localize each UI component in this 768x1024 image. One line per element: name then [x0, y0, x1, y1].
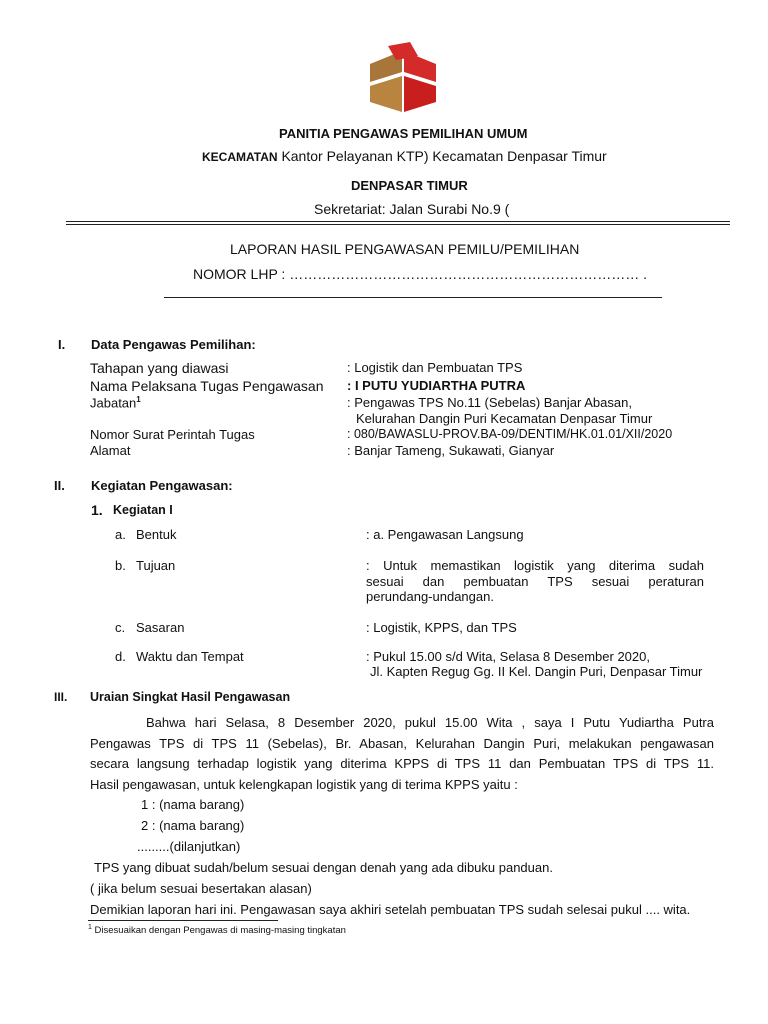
item-label: Tujuan [136, 558, 176, 573]
secretariat: Sekretariat: Jalan Surabi No.9 ( [314, 201, 510, 217]
tps-line: TPS yang dibuat sudah/belum sesuai dengan denah yang ada dibuku panduan. [94, 860, 553, 875]
footnote-text: Disesuaikan dengan Pengawas di masing-masing tingkatan [94, 925, 346, 937]
row-value-cont: Kelurahan Dangin Puri Kecamatan Denpasar Timur [356, 411, 653, 426]
item-letter: d. [115, 649, 126, 664]
sub-heading: Kegiatan I [113, 503, 173, 517]
item-value-line: sesuai dan pembuatan TPS sesuai peraturan [366, 573, 704, 589]
section2-heading: Kegiatan Pengawasan: [91, 478, 233, 493]
item-letter: a. [115, 527, 126, 542]
footnote [88, 924, 346, 936]
item-label: Bentuk [136, 527, 177, 542]
report-title: LAPORAN HASIL PENGAWASAN PEMILU/PEMILIHAN [230, 241, 580, 257]
list-item: .........(dilanjutkan) [137, 839, 241, 854]
alasan-line: ( jika belum sesuai besertakan alasan) [90, 881, 312, 896]
item-value: : a. Pengawasan Langsung [366, 527, 524, 542]
item-value-line: : Untuk memastikan logistik yang diterima sudah [366, 558, 704, 573]
footnote-divider [88, 920, 278, 921]
row-value: : I PUTU YUDIARTHA PUTRA [347, 378, 526, 393]
org-title: PANITIA PENGAWAS PEMILIHAN UMUM [279, 126, 528, 141]
item-letter: c. [115, 620, 126, 635]
section3-paragraph [90, 713, 714, 775]
hasil-line: Hasil pengawasan, untuk kelengkapan logistik yang di terima KPPS yaitu : [90, 777, 518, 792]
item-value-block [366, 558, 704, 605]
city-title: DENPASAR TIMUR [351, 178, 468, 193]
para-line: Bahwa hari Selasa, 8 Desember 2020, pukul 15.00 Wita , saya I Putu Yudiartha Putra [146, 715, 714, 730]
row-value: : 080/BAWASLU-PROV.BA-09/DENTIM/HK.01.01/XII/2020 [347, 427, 673, 441]
title-underline [164, 297, 662, 298]
kecamatan-line [202, 148, 607, 164]
section1-heading: Data Pengawas Pemilihan: [91, 337, 256, 352]
row-value: : Logistik dan Pembuatan TPS [347, 360, 523, 375]
section2-numeral: II. [54, 478, 65, 493]
closing-line: Demikian laporan hari ini. Pengawasan saya akhiri setelah pembuatan TPS sudah selesai pukul .... wita. [90, 902, 691, 917]
row-label: Jabatan$^1$ [90, 395, 141, 411]
kecamatan-value: Kantor Pelayanan KTP) Kecamatan Denpasar Timur [281, 148, 607, 164]
item-letter: b. [115, 558, 126, 573]
section3-heading: Uraian Singkat Hasil Pengawasan [90, 690, 291, 704]
report-number: NOMOR LHP : ………………………………………………………………… . [193, 266, 647, 282]
para-line: secara langsung terhadap logistik yang diterima KPPS di TPS 11 dan Pembuatan TPS di TPS 11. [90, 756, 714, 771]
row-value: : Pengawas TPS No.11 (Sebelas) Banjar Abasan, [347, 395, 632, 410]
item-value: : Pukul 15.00 s/d Wita, Selasa 8 Desember 2020, [366, 649, 650, 664]
row-value: : Banjar Tameng, Sukawati, Gianyar [347, 443, 555, 458]
list-item: 1 : (nama barang) [141, 797, 245, 812]
row-label: Tahapan yang diawasi [90, 360, 229, 376]
header-divider [66, 221, 730, 222]
item-value-cont: Jl. Kapten Regug Gg. II Kel. Dangin Puri, Denpasar Timur [370, 664, 703, 679]
bawaslu-logo [366, 42, 440, 114]
item-value-line: perundang-undangan. [366, 589, 494, 604]
footnote-ref: 1 [136, 395, 141, 404]
row-label: Alamat [90, 443, 131, 458]
item-label: Waktu dan Tempat [136, 649, 244, 664]
footnote-marker: 1 [88, 924, 92, 931]
row-label: Nomor Surat Perintah Tugas [90, 427, 255, 442]
header-divider-2 [66, 224, 730, 225]
row-label: Nama Pelaksana Tugas Pengawasan [90, 378, 324, 394]
list-item: 2 : (nama barang) [141, 818, 245, 833]
kecamatan-label: KECAMATAN [202, 150, 278, 164]
item-value: : Logistik, KPPS, dan TPS [366, 620, 517, 635]
item-label: Sasaran [136, 620, 185, 635]
sub-number: 1. [91, 502, 103, 518]
para-line: Pengawas TPS di TPS 11 (Sebelas), Br. Abasan, Kelurahan Dangin Puri, melakukan pengawasan [90, 735, 714, 751]
section3-numeral: III. [54, 690, 68, 704]
section1-numeral: I. [58, 337, 66, 352]
